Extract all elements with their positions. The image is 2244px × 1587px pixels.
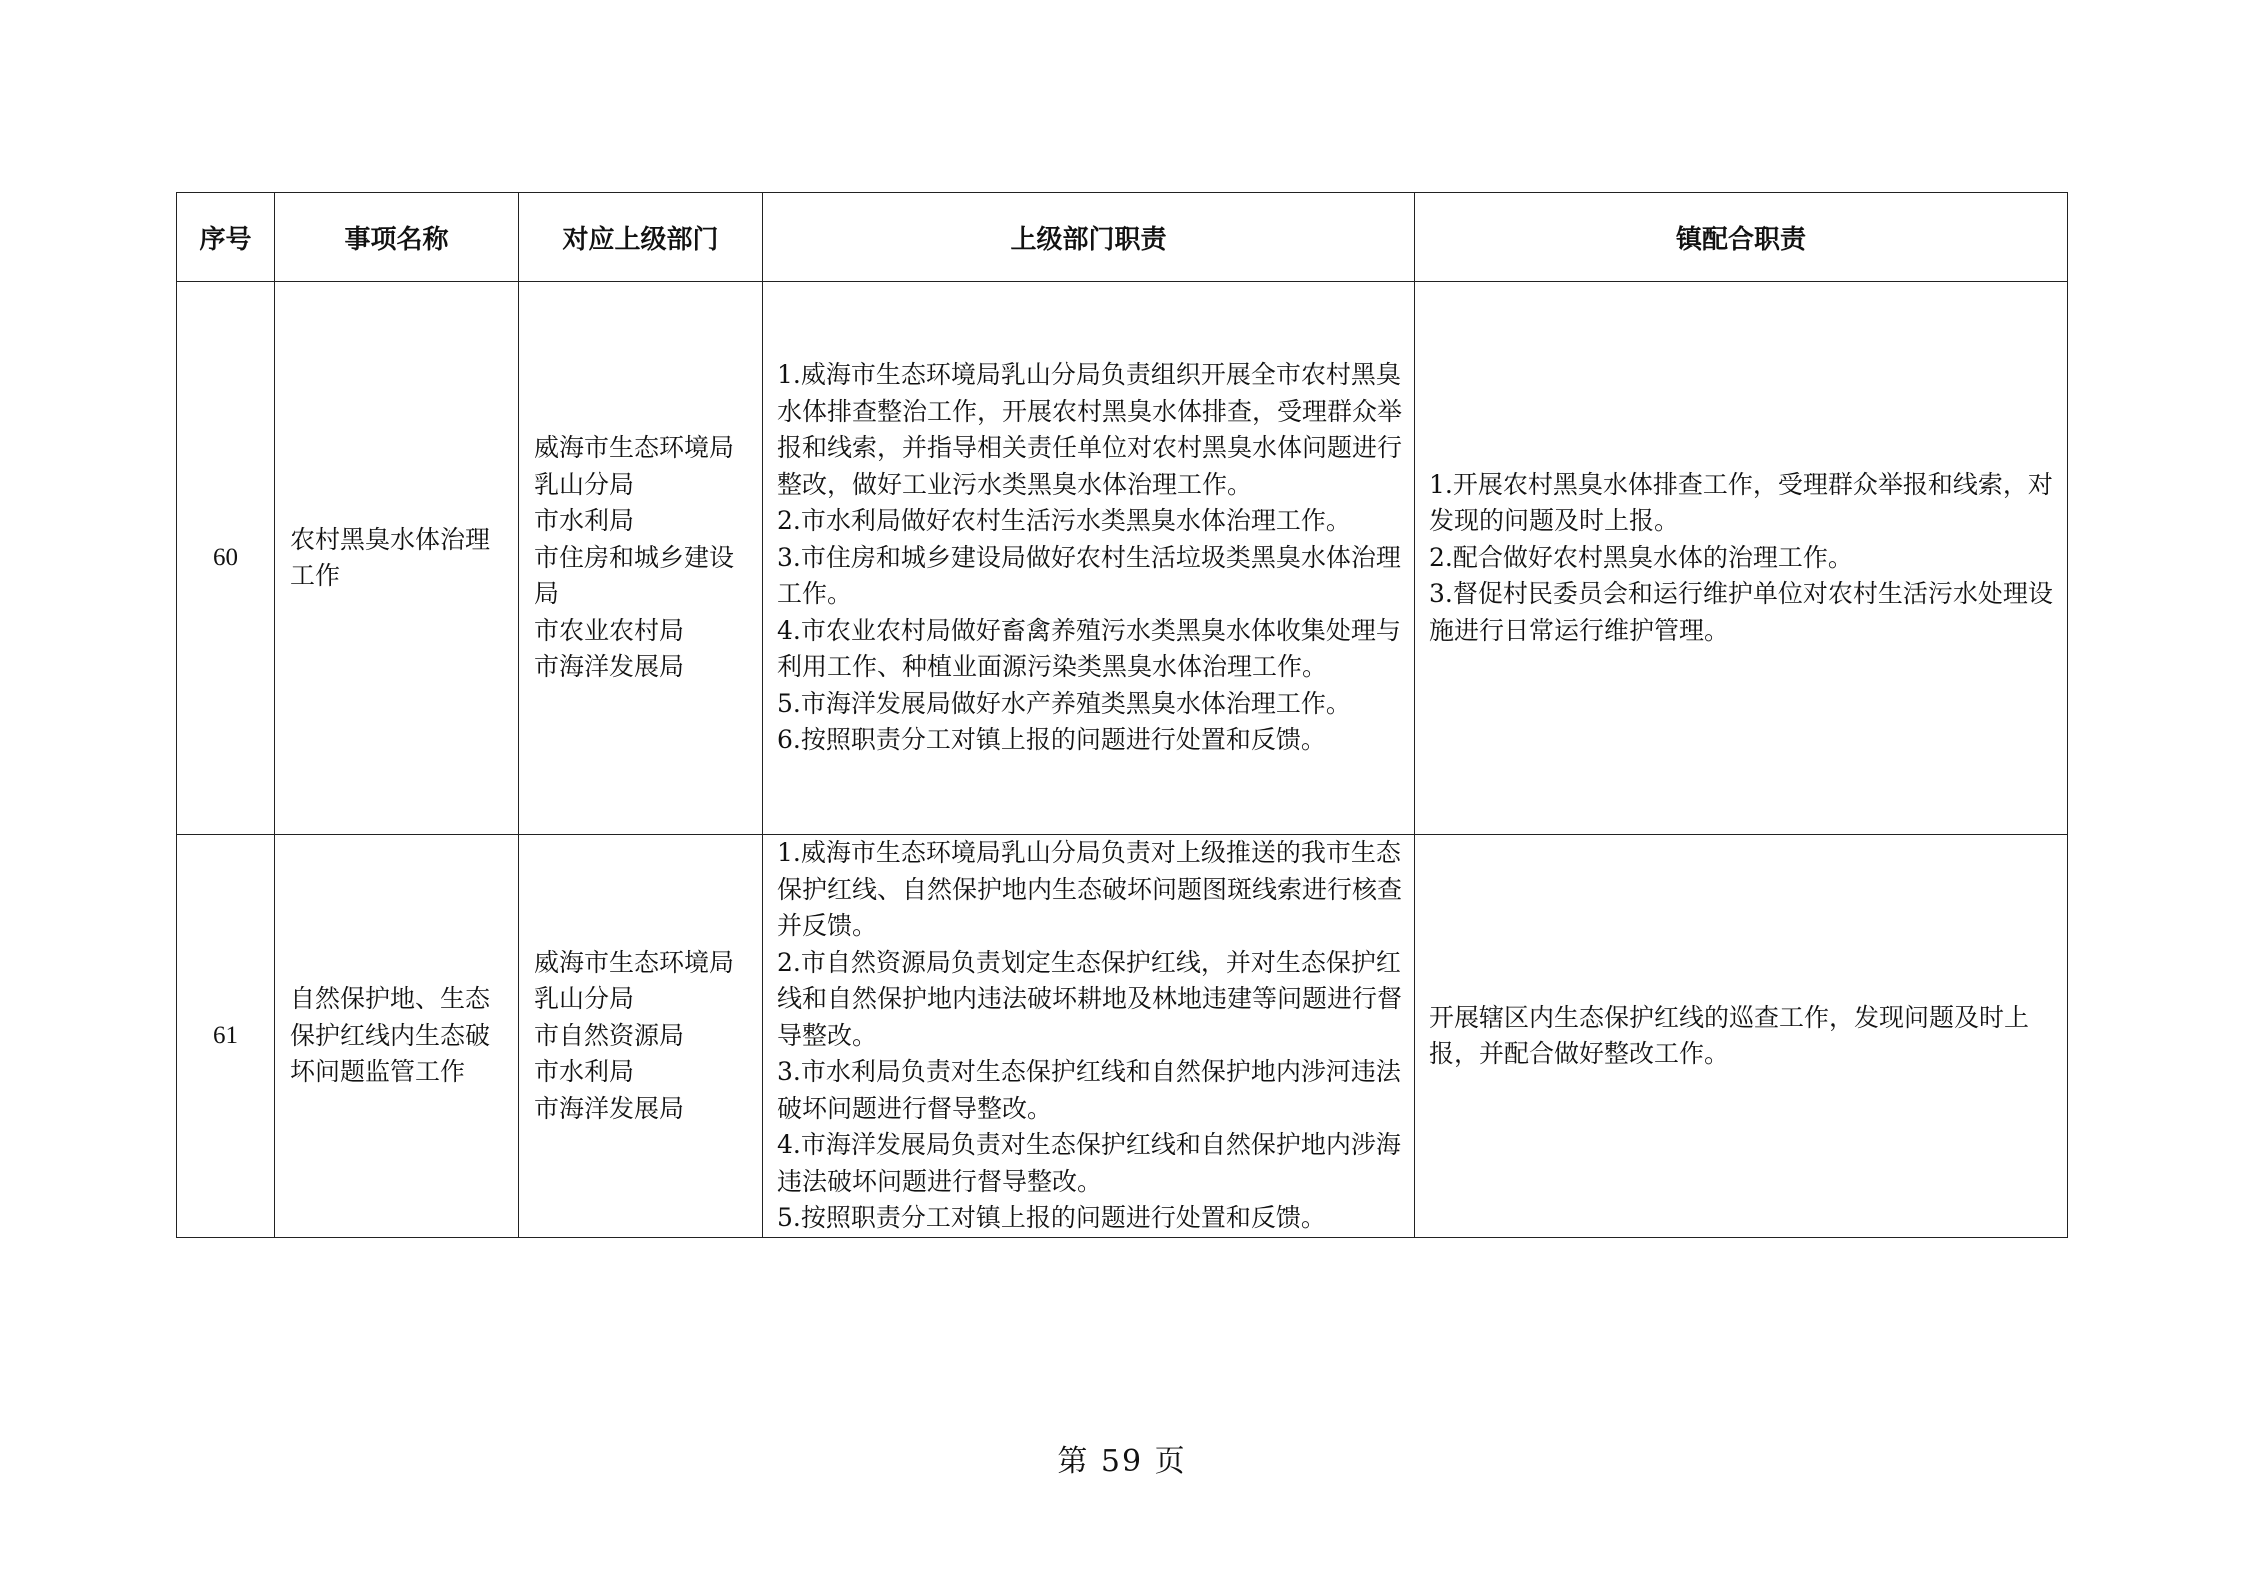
duty-line: 6.按照职责分工对镇上报的问题进行处置和反馈。 [777,725,1326,755]
town-duty-line: 3.督促村民委员会和运行维护单位对农村生活污水处理设施进行日常运行维护管理。 [1429,579,2053,645]
header-item-name: 事项名称 [275,193,519,282]
row-item-name: 农村黑臭水体治理工作 [275,282,519,835]
department-line: 威海市生态环境局乳山分局 [534,947,735,1014]
row-num: 61 [177,835,275,1238]
row-num: 60 [177,282,275,835]
duty-line: 5.按照职责分工对镇上报的问题进行处置和反馈。 [777,1203,1326,1233]
town-duty-line: 开展辖区内生态保护红线的巡查工作，发现问题及时上报，并配合做好整改工作。 [1429,1002,2030,1068]
header-town-duties: 镇配合职责 [1415,193,2068,282]
row-departments [519,835,763,1238]
header-department: 对应上级部门 [519,193,763,282]
duty-line: 3.市水利局负责对生态保护红线和自然保护地内涉河违法破坏问题进行督导整改。 [777,1057,1401,1123]
duty-line: 3.市住房和城乡建设局做好农村生活垃圾类黑臭水体治理工作。 [777,542,1401,609]
row-town-duties [1415,282,2068,835]
header-duties: 上级部门职责 [763,193,1415,282]
table-header-row [177,193,2068,282]
duty-line: 4.市海洋发展局负责对生态保护红线和自然保护地内涉海违法破坏问题进行督导整改。 [777,1130,1401,1196]
page-number: 第 59 页 [1057,1444,1187,1479]
town-duty-line: 2.配合做好农村黑臭水体的治理工作。 [1429,542,1853,572]
department-line: 市水利局 [534,1057,635,1087]
row-duties [763,282,1415,835]
header-num: 序号 [177,193,275,282]
row-town-duties [1415,835,2068,1238]
duty-line: 1.威海市生态环境局乳山分局负责对上级推送的我市生态保护红线、自然保护地内生态破坏问题图斑线索进行核查并反馈。 [777,838,1403,941]
duty-line: 2.市自然资源局负责划定生态保护红线，并对生态保护红线和自然保护地内违法破坏耕地及林地违建等问题进行督导整改。 [777,947,1403,1050]
duty-line: 1.威海市生态环境局乳山分局负责组织开展全市农村黑臭水体排查整治工作，开展农村黑臭水体排查，受理群众举报和线索，并指导相关责任单位对农村黑臭水体问题进行整改，做好工业污水类黑臭水体治理工作。 [777,360,1403,499]
duty-line: 2.市水利局做好农村生活污水类黑臭水体治理工作。 [777,506,1351,536]
department-line: 市住房和城乡建设局 [534,542,735,609]
town-duty-line: 1.开展农村黑臭水体排查工作，受理群众举报和线索，对发现的问题及时上报。 [1429,469,2053,536]
department-line: 市海洋发展局 [534,1093,685,1123]
row-item-name: 自然保护地、生态保护红线内生态破坏问题监管工作 [275,835,519,1238]
duty-line: 5.市海洋发展局做好水产养殖类黑臭水体治理工作。 [777,688,1351,718]
row-duties [763,835,1415,1238]
duty-table [176,192,2068,1238]
table-row [177,282,2068,835]
department-line: 市自然资源局 [534,1020,685,1050]
department-line: 市农业农村局 [534,615,685,645]
row-departments [519,282,763,835]
table-row [177,835,2068,1238]
department-line: 市海洋发展局 [534,652,685,682]
department-line: 威海市生态环境局乳山分局 [534,433,735,499]
department-line: 市水利局 [534,506,635,536]
duty-line: 4.市农业农村局做好畜禽养殖污水类黑臭水体收集处理与利用工作、种植业面源污染类黑臭水体治理工作。 [777,615,1401,682]
